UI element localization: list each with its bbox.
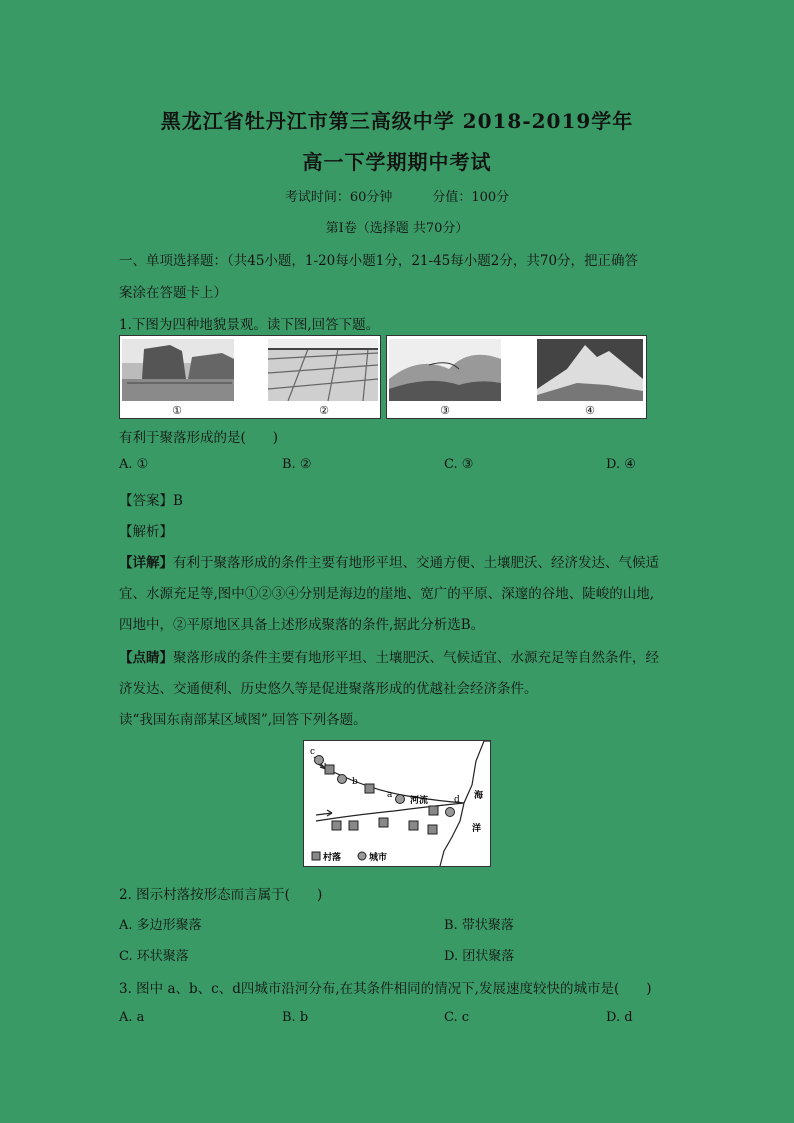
village-marker [349,821,358,830]
note-tag: 【点睛】 [119,650,173,666]
legend-city-label: 城市 [369,853,388,863]
q2-stem: 2. 图示村落按形态而言属于( ) [119,887,323,903]
q1-answer: 【答案】B [119,493,183,509]
q3-option-d: D. d [606,1010,633,1025]
q1-detail-line3: 四地中，②平原地区具备上述形成聚落的条件,据此分析选B。 [119,617,485,633]
label-d: d [454,795,460,805]
doc-title-line1: 黑龙江省牡丹江市第三高级中学 2018-2019学年 [160,109,634,133]
label-b: b [352,777,358,787]
photo-pair-left [119,335,381,419]
section-heading: 第Ⅰ卷（选择题 共70分） [325,221,469,236]
village-marker [429,806,438,815]
instructions-line1: 一、单项选择题：（共45小题，1-20每小题1分，21-45每小题2分，共70分，把正确答 [119,253,639,269]
doc-title-line2: 高一下学期期中考试 [302,150,492,174]
city-b [338,775,347,784]
river-tributary [316,803,464,821]
q1-stem: 1.下图为四种地貌景观。读下图,回答下题。 [119,317,380,333]
q1-analysis-head: 【解析】 [119,524,173,540]
plain-photo [268,339,378,401]
mountain-photo [537,339,643,401]
photo-pair-right [386,335,647,419]
q1-option-d: D. ④ [606,457,636,472]
photo-label-3: ③ [440,404,450,417]
instructions-line2: 案涂在答题卡上） [119,285,227,301]
q2-option-b: B. 带状聚落 [444,918,514,933]
photo-label-4: ④ [585,404,595,417]
city-c [315,756,324,765]
cliff-photo [122,339,234,401]
q3-option-a: A. a [119,1010,145,1025]
photo-label-1: ① [172,404,182,417]
q1-detail-line1 [119,551,659,571]
q2-option-c: C. 环状聚落 [119,949,189,964]
label-c: c [310,747,316,757]
note-text-1: 聚落形成的条件主要有地形平坦、土壤肥沃、气候适宜、水源充足等自然条件，经 [173,650,659,666]
village-marker [325,765,334,774]
q3-stem: 3. 图中 a、b、c、d四城市沿河分布,在其条件相同的情况下,发展速度较快的城市是( ) [119,981,652,997]
label-a: a [387,790,393,800]
legend-village-icon [312,852,320,860]
region-map [303,740,491,867]
q3-option-c: C. c [444,1010,470,1025]
legend-city-icon [358,852,366,860]
legend-village-label: 村落 [323,853,342,863]
river-label: 河流 [410,796,429,806]
q2-option-d: D. 团状聚落 [444,949,515,964]
read-prompt: 读“我国东南部某区域图”,回答下列各题。 [119,712,367,728]
q1-note-line1 [119,646,659,666]
city-a [396,795,405,804]
valley-photo [389,339,501,401]
city-d [446,808,455,817]
exam-score: 分值：100分 [432,190,510,205]
village-marker [409,821,418,830]
village-marker [379,818,388,827]
landform-photos [119,335,647,419]
q1-detail-line2: 宜、水源充足等,图中①②③④分别是海边的崖地、宽广的平原、深邃的谷地、陡峻的山地, [119,586,655,602]
q1-note-line2: 济发达、交通便利、历史悠久等是促进聚落形成的优越社会经济条件。 [119,681,538,697]
q2-option-a: A. 多边形聚落 [119,918,202,933]
sea-label-1: 海 [474,791,484,801]
village-marker [332,821,341,830]
q1-option-b: B. ② [282,457,312,472]
sea-label-2: 洋 [472,824,482,834]
q1-option-c: C. ③ [444,457,474,472]
coastline [440,741,490,866]
detail-text-1: 有利于聚落形成的条件主要有地形平坦、交通方便、土壤肥沃、经济发达、气候适 [173,555,659,571]
detail-tag: 【详解】 [119,555,173,571]
map-svg [304,741,490,866]
exam-time: 考试时间：60分钟 [284,190,393,205]
village-marker [365,784,374,793]
q1-sub-stem: 有利于聚落形成的是( ) [119,430,279,446]
q3-option-b: B. b [282,1010,309,1025]
exam-info [0,186,794,205]
q1-option-a: A. ① [119,457,149,472]
photo-label-2: ② [319,404,329,417]
village-marker [428,825,437,834]
